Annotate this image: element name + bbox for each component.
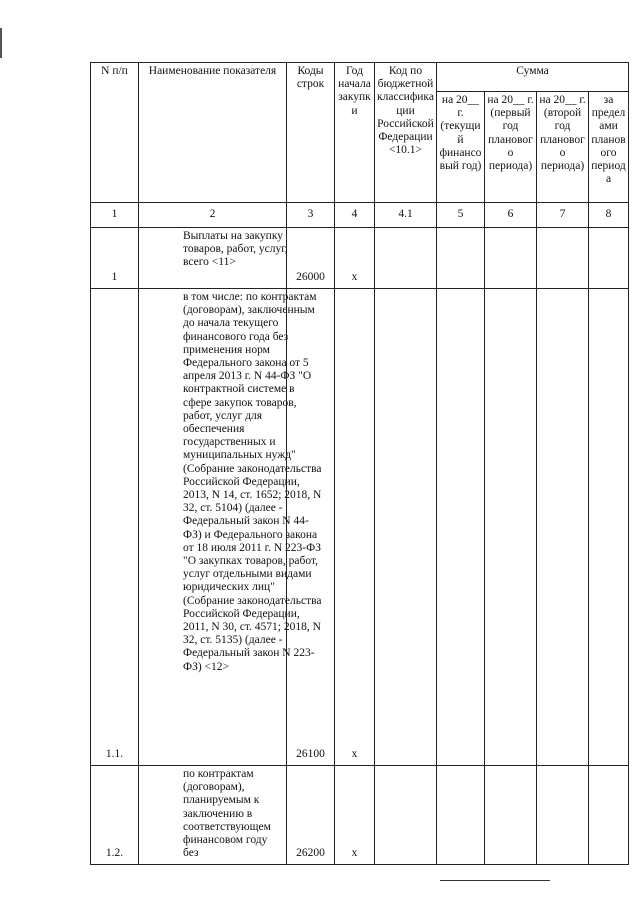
row-num: 1.1. [91,289,139,766]
row-year: x [335,228,375,289]
row-num: 1 [91,228,139,289]
row-name-text: Выплаты на закупку товаров, работ, услуг, всего <11> [183,230,288,269]
header-codes: Коды строк [287,63,335,203]
row-sum-first [485,289,537,766]
column-number: 5 [437,203,485,228]
row-sum-current [437,766,485,865]
row-sum-beyond [589,289,629,766]
table-row [91,766,629,865]
footer-rule [440,880,550,881]
row-code: 26000 [287,228,335,289]
column-number: 6 [485,203,537,228]
row-sum-first [485,766,537,865]
page-edge-mark [0,28,2,58]
header-sum-second-plan-year: на 20__ г. (второй год планового периода) [537,92,589,203]
row-code: 26100 [287,289,335,766]
column-number: 7 [537,203,589,228]
row-year: x [335,766,375,865]
column-number: 4 [335,203,375,228]
row-kbk [375,228,437,289]
column-number: 1 [91,203,139,228]
header-num: N п/п [91,63,139,203]
row-year: x [335,289,375,766]
financial-indicators-table [90,62,629,865]
header-sum-first-plan-year: на 20__ г. (первый год планового периода) [485,92,537,203]
row-sum-beyond [589,766,629,865]
row-sum-second [537,228,589,289]
row-name-text: в том числе: по контрактам (договорам), заключенным до начала текущего финансового года без применения норм Федерального закона от 5 апреля 2013 г. N 44-ФЗ "О контрактной системе в сфере закупок товаров, работ, услуг для обеспечения государственных и муниципальных нужд" (Собрание законодательства Российской Федерации, 2013, N 14, ст. 1652; 2018, N 32, ст. 5104) (далее - Федеральный закон N 44-ФЗ) и Федерального закона от 18 июля 2011 г. N 223-ФЗ "О закупках товаров, работ, услуг отдельными видами юридических лиц" (Собрание законодательства Российской Федерации, 2011, N 30, ст. 4571; 2018, N 32, ст. 5135) (далее - Федеральный закон N 223-ФЗ) <12> [183,291,322,673]
header-name: Наименование показателя [139,63,287,203]
row-sum-second [537,289,589,766]
header-sum-current-year: на 20__ г. (текущий финансовый год) [437,92,485,203]
column-number: 2 [139,203,287,228]
row-code: 26200 [287,766,335,865]
header-kbk: Код по бюджетной классификации Российской Федерации <10.1> [375,63,437,203]
header-sum: Сумма [437,63,629,92]
column-number: 4.1 [375,203,437,228]
row-num: 1.2. [91,766,139,865]
row-name [139,766,287,865]
row-sum-beyond [589,228,629,289]
column-number: 8 [589,203,629,228]
column-number: 3 [287,203,335,228]
row-kbk [375,766,437,865]
table-row [91,228,629,289]
table-row [91,289,629,766]
row-kbk [375,289,437,766]
row-sum-second [537,766,589,865]
row-sum-current [437,289,485,766]
row-sum-current [437,228,485,289]
row-name-text: по контрактам (договорам), планируемым к заключению в соответствующем финансовом году без [183,768,271,860]
header-sum-beyond-plan: за пределами планового периода [589,92,629,203]
row-sum-first [485,228,537,289]
column-number-row [91,203,629,228]
header-year: Год начала закупки [335,63,375,203]
row-name [139,228,287,289]
